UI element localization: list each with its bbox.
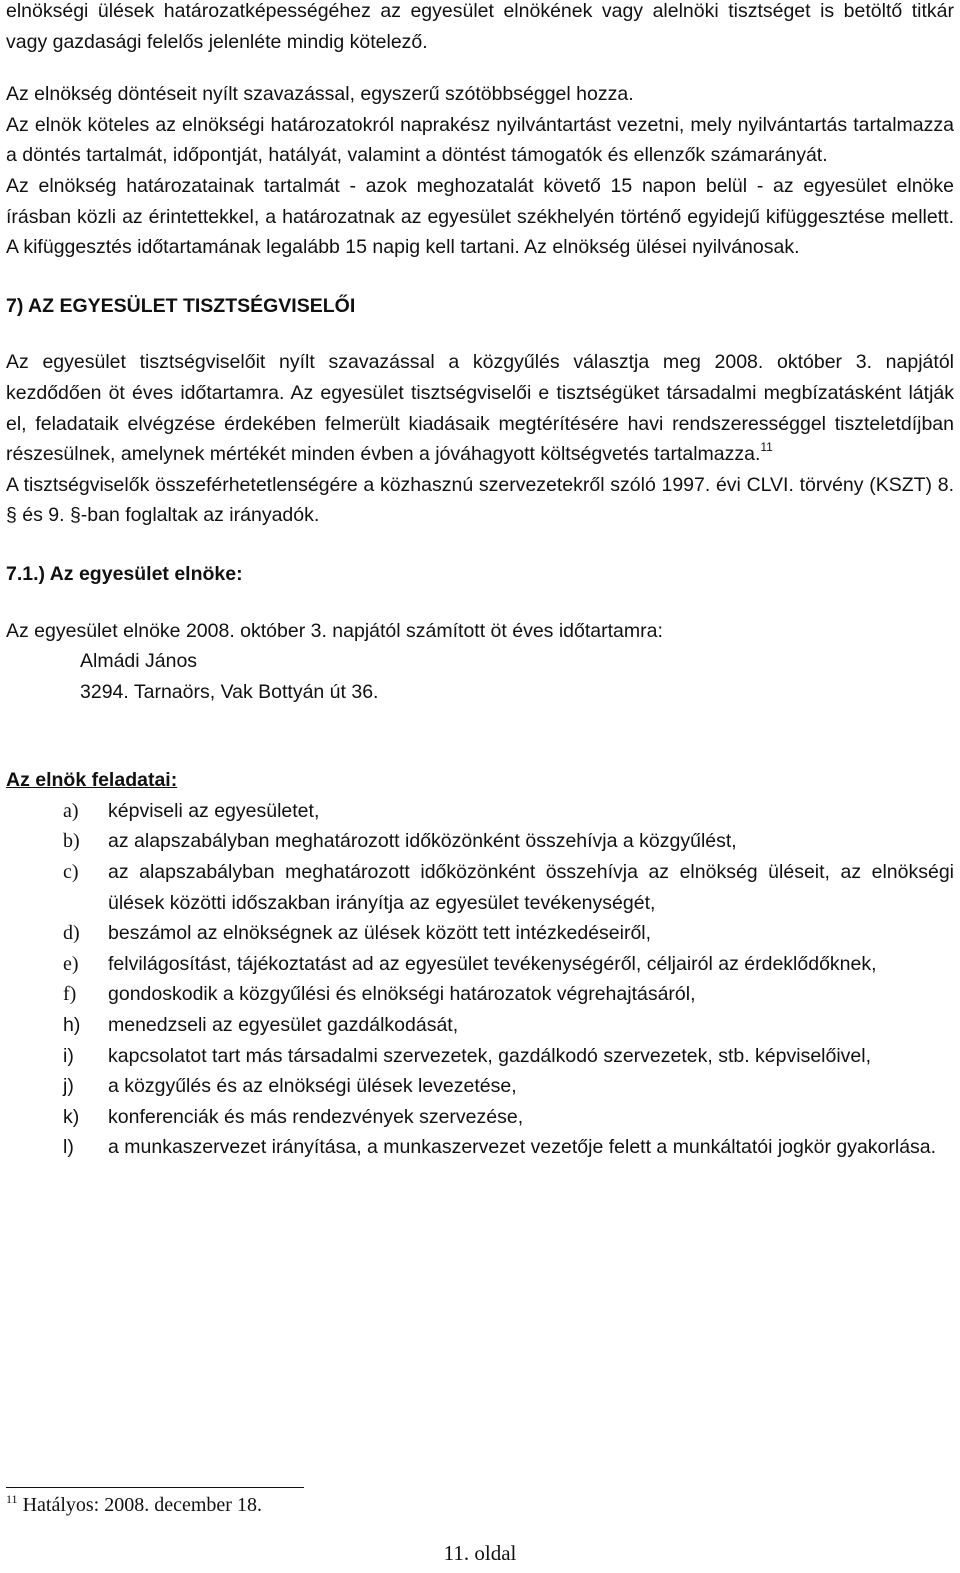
president-name: Almádi János [80,650,198,673]
list-item-text: menedzseli az egyesület gazdálkodását, [108,1014,459,1037]
section-7-heading: 7) AZ EGYESÜLET TISZTSÉGVISELŐI [6,294,356,317]
list-item-text: felvilágosítást, tájékoztatást ad az egyesület tevékenységéről, céljairól az érdeklődőknek, [108,952,877,975]
list-item [6,796,954,827]
list-item-text: beszámol az elnökségnek az ülések között tett intézkedéseiről, [108,922,652,945]
paragraph-voting: Az elnökség döntéseit nyílt szavazással, egyszerű szótöbbséggel hozza. [6,83,634,106]
list-item [6,1041,954,1072]
paragraph-register: Az elnök köteles az elnökségi határozatokról naprakész nyilvántartást vezetni, mely nyilvántartás tartalmazza a döntés tartalmát, időpontját, hatályát, valamint a döntést támogatók és ellenzők számarányát. [6,113,954,167]
list-marker: l) [63,1136,74,1159]
footnote [6,1494,262,1517]
list-marker: c) [63,861,79,884]
paragraph-officers [6,347,954,469]
list-marker: i) [63,1044,74,1067]
list-item [6,979,954,1010]
list-marker: j) [63,1075,74,1098]
list-item-text: konferenciák és más rendezvények szervezése, [108,1105,524,1128]
list-item-text: az alapszabályban meghatározott időközönként összehívja az elnökség üléseit, az elnökségi ülések közötti időszakban irányítja az egyesület tevékenységét, [108,861,954,914]
president-intro: Az egyesület elnöke 2008. október 3. napjától számított öt éves időtartamra: [6,619,663,642]
list-item-text: a közgyűlés és az elnökségi ülések levezetése, [108,1075,517,1098]
document-page [6,0,954,1163]
tasks-title: Az elnök feladatai: [6,769,178,792]
footnote-reference[interactable]: 11 [760,440,773,455]
list-item [6,1102,954,1133]
paragraph-incompatibility: A tisztségviselők összeférhetetlenségére a közhasznú szervezetekről szóló 1997. évi CLVI. törvény (KSZT) 8. § és 9. §-ban foglaltak az irányadók. [6,473,954,527]
footnote-number: 11 [6,1492,18,1506]
list-marker: d) [63,922,80,945]
list-item-text: az alapszabályban meghatározott időközönként összehívja a közgyűlést, [108,830,737,853]
footnote-text: Hatályos: 2008. december 18. [22,1494,262,1516]
list-item-text: képviseli az egyesületet, [108,799,320,822]
tasks-list [6,796,954,1163]
list-item [6,949,954,980]
president-address: 3294. Tarnaörs, Vak Bottyán út 36. [80,680,379,703]
list-item [6,1010,954,1041]
list-item-text: kapcsolatot tart más társadalmi szervezetek, gazdálkodó szervezetek, stb. képviselőivel, [108,1044,872,1067]
list-item [6,1071,954,1102]
list-marker: f) [63,983,77,1006]
list-marker: b) [63,830,80,853]
page-number: 11. oldal [443,1541,517,1565]
paragraph-quorum: elnökségi ülések határozatképességéhez az egyesület elnökének vagy alelnöki tisztséget is betöltő titkár vagy gazdasági felelős jelenléte mindig kötelező. [6,0,954,53]
list-marker: a) [63,799,79,822]
paragraph-officers-text: Az egyesület tisztségviselőit nyílt szavazással a közgyűlés választja meg 2008. október 3. napjától kezdődően öt éves időtartamra. Az egyesület tisztségviselői e tisztségüket társadalmi megbízatásként látják el, feladataik elvégzése érdekében felmerült kiadásaik megtérítésére havi rendszerességgel tiszteletdíjban részesülnek, amelynek mértékét minden évben a jóváhagyott költségvetés tartalmazza. [6,351,954,466]
list-item [6,918,954,949]
section-7-1-heading: 7.1.) Az egyesület elnöke: [6,562,243,585]
list-item-text: a munkaszervezet irányítása, a munkaszervezet vezetője felett a munkáltatói jogkör gyakorlása. [108,1136,937,1159]
footnote-divider [6,1487,304,1488]
paragraph-publication: Az elnökség határozatainak tartalmát - azok meghozatalát követő 15 napon belül - az egyesület elnöke írásban közli az érintettekkel, a határozatnak az egyesület székhelyén történő egyidejű kifüggesztése mellett. A kifüggesztés időtartamának legalább 15 napig kell tartani. Az elnökség ülései nyilvánosak. [6,174,954,259]
list-marker: h) [63,1014,81,1037]
list-item [6,826,954,857]
list-marker: k) [63,1105,80,1128]
list-marker: e) [63,952,79,975]
list-item [6,857,954,918]
list-item-text: gondoskodik a közgyűlési és elnökségi határozatok végrehajtásáról, [108,983,696,1006]
list-item [6,1132,954,1163]
